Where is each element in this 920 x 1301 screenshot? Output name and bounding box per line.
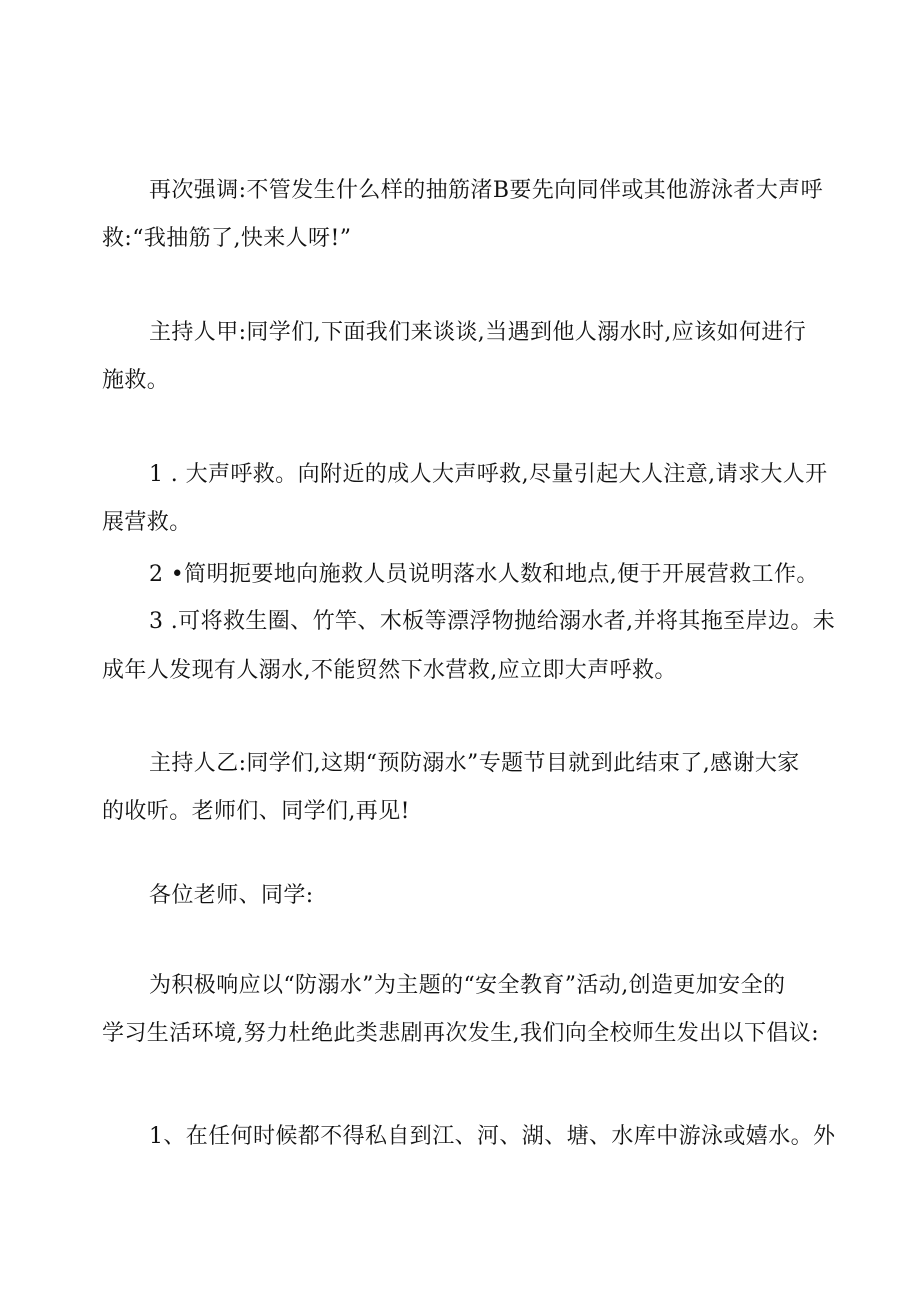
list-item-3-line-2: 成年人发现有人溺水,不能贸然下水营救,应立即大声呼救。 (102, 658, 677, 683)
list-item-2-line-1: 2 •简明扼要地向施救人员说明落水人数和地点,便于开展营救工作。 (149, 562, 819, 587)
paragraph-4-line-2: 学习生活环境,努力杜绝此类悲剧再次发生,我们向全校师生发出以下倡议: (102, 1021, 820, 1046)
list-item-1-line-2: 展营救。 (102, 510, 192, 535)
paragraph-1-line-1: 再次强调:不管发生什么样的抽筋渚B要先向同伴或其他游泳者大声呼 (149, 178, 823, 203)
paragraph-4-line-1: 为积极响应以“防溺水”为主题的“安全教育”活动,创造更加安全的 (149, 973, 786, 998)
paragraph-2-line-1: 主持人甲:同学们,下面我们来谈谈,当遇到他人溺水时,应该如何进行 (149, 320, 807, 345)
list-item-1-line-1: 1 . 大声呼救。向附近的成人大声呼救,尽量引起大人注意,请求大人开 (149, 462, 828, 487)
salutation: 各位老师、同学: (149, 883, 314, 908)
paragraph-2-line-2: 施救。 (102, 368, 170, 393)
paragraph-1-line-2: 救:“我抽筋了,快来人呀!” (102, 226, 352, 251)
paragraph-3-line-1: 主持人乙:同学们,这期“预防溺水”专题节目就到此结束了,感谢大家 (149, 751, 800, 776)
list-item-3-line-1: 3 .可将救生圈、竹竿、木板等漂浮物抛给溺水者,并将其拖至岸边。未 (149, 609, 836, 634)
proposal-item-1-line-1: 1、在任何时候都不得私自到江、河、湖、塘、水库中游泳或嬉水。外 (149, 1124, 836, 1149)
paragraph-3-line-2: 的收听。老师们、同学们,再见! (102, 799, 410, 824)
